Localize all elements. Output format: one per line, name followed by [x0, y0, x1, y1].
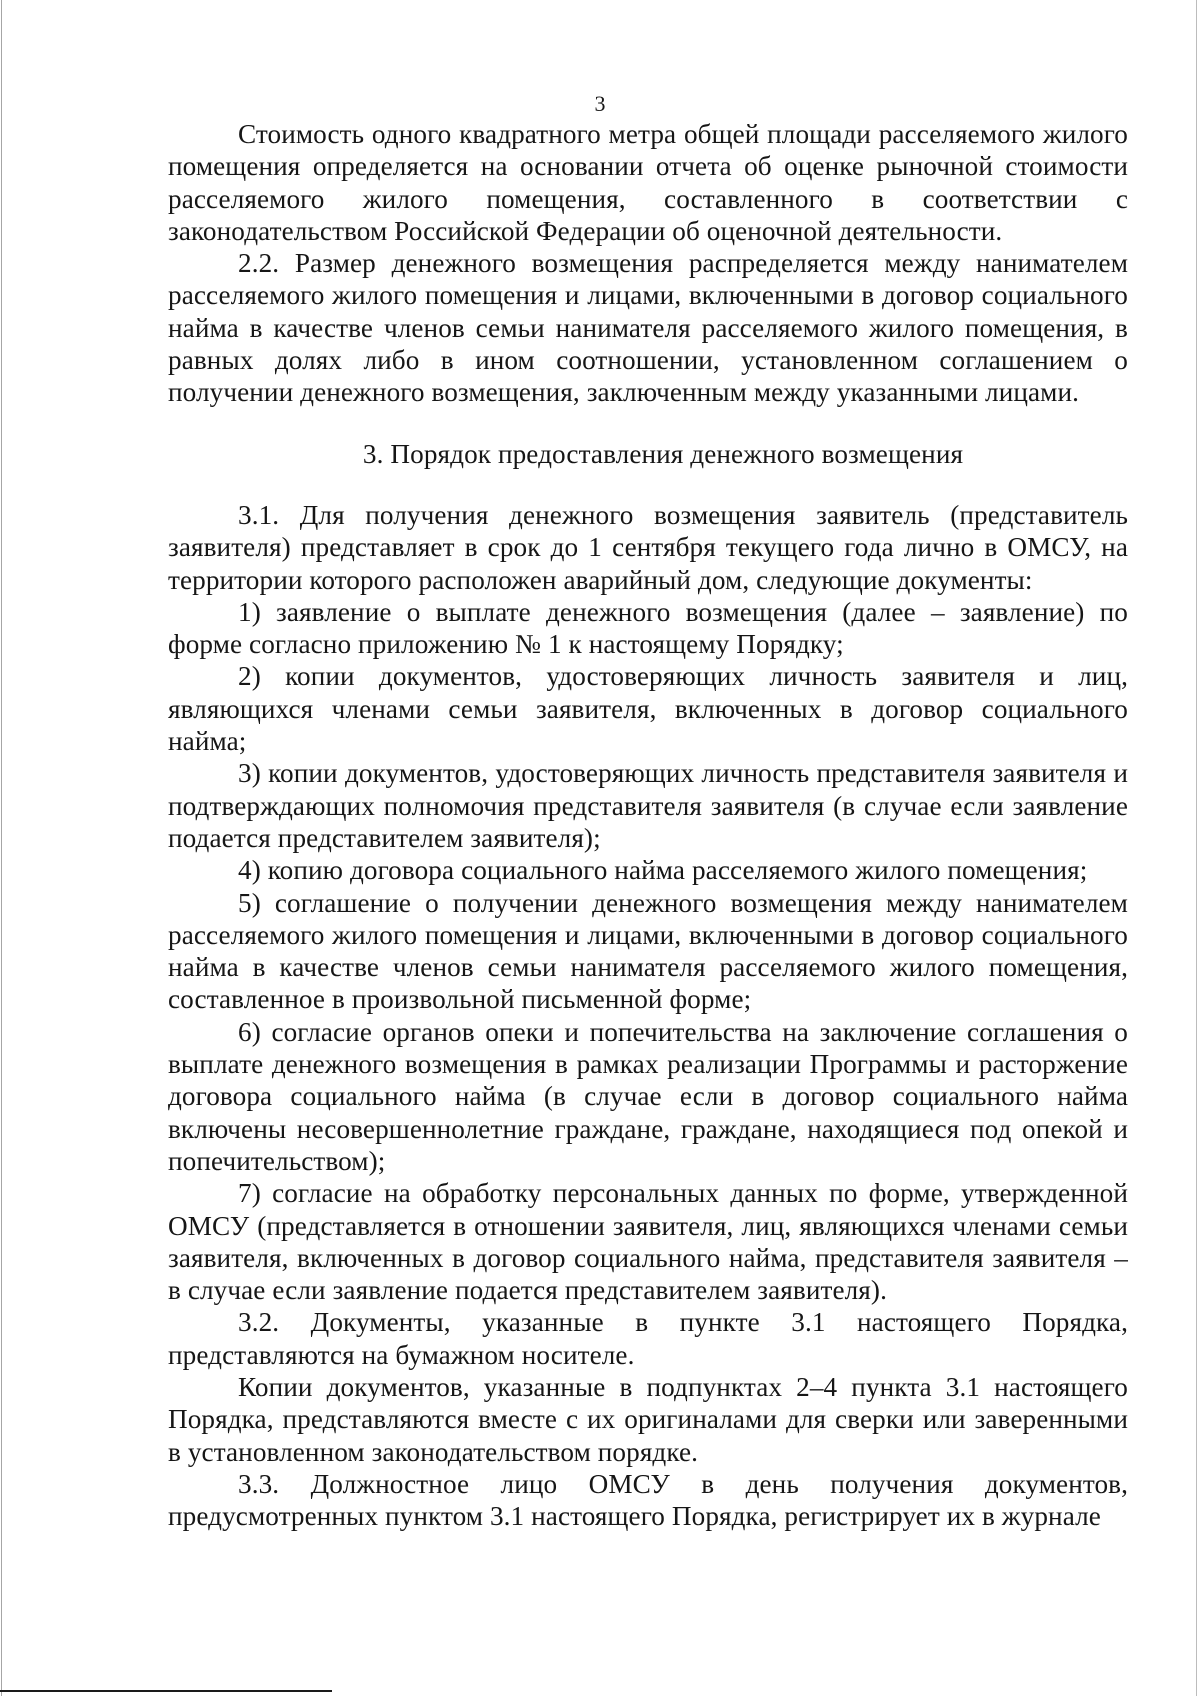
list-item-1: 1) заявление о выплате денежного возмещения (далее – заявление) по форме согласно приложению № 1 к настоящему Порядку; — [168, 596, 1128, 660]
list-item-2: 2) копии документов, удостоверяющих личность заявителя и лиц, являющихся членами семьи заявителя, включенных в договор социального найма; — [168, 661, 1128, 757]
section-heading-3: 3. Порядок предоставления денежного возмещения — [362, 438, 964, 469]
paragraph-copies-of-documents: Копии документов, указанные в подпунктах 2–4 пункта 3.1 настоящего Порядка, представляются вместе с их оригиналами для сверки или заверенными в установленном законодательством порядке. — [168, 1371, 1128, 1467]
list-item-6: 6) согласие органов опеки и попечительства на заключение соглашения о выплате денежного возмещения в рамках реализации Программы и расторжение договора социального найма (в случае если в договор социального найма включены несовершеннолетние граждане, граждане, находящиеся под опекой и попечительством); — [168, 1016, 1128, 1176]
scan-bottom-line — [0, 1690, 332, 1692]
paragraph-3-2: 3.2. Документы, указанные в пункте 3.1 настоящего Порядка, представляются на бумажном носителе. — [168, 1307, 1128, 1370]
paragraph-3-1: 3.1. Для получения денежного возмещения заявитель (представитель заявителя) представляет в срок до 1 сентября текущего года лично в ОМСУ, на территории которого расположен аварийный дом, следующие документы: — [168, 499, 1128, 595]
document-body — [168, 118, 1128, 1532]
list-item-4: 4) копию договора социального найма расселяемого жилого помещения; — [238, 855, 1088, 886]
list-item-7: 7) согласие на обработку персональных данных по форме, утвержденной ОМСУ (представляется в отношении заявителя, лиц, являющихся членами семьи заявителя, включенных в договор социального найма, представителя заявителя – в случае если заявление подается представителем заявителя). — [168, 1178, 1128, 1306]
list-item-5: 5) соглашение о получении денежного возмещения между нанимателем расселяемого жилого помещения и лицами, включенными в договор социального найма в качестве членов семьи нанимателя расселяемого жилого помещения, составленное в произвольной письменной форме; — [168, 887, 1128, 1015]
list-item-3: 3) копии документов, удостоверяющих личность представителя заявителя и подтверждающих полномочия представителя заявителя (в случае если заявление подается представителем заявителя); — [168, 758, 1128, 853]
scan-edge-right — [1196, 0, 1197, 1696]
paragraph-cost-per-square-meter: Стоимость одного квадратного метра общей площади расселяемого жилого помещения определяется на основании отчета об оценке рыночной стоимости расселяемого жилого помещения, составленного в соответствии с законодательством Российской Федерации об оценочной деятельности. — [168, 119, 1128, 246]
page-number: 3 — [594, 91, 606, 116]
paragraph-2-2: 2.2. Размер денежного возмещения распределяется между нанимателем расселяемого жилого помещения и лицами, включенными в договор социального найма в качестве членов семьи нанимателя расселяемого жилого помещения, в равных долях либо в ином соотношении, установленном соглашением о получении денежного возмещения, заключенным между указанными лицами. — [168, 248, 1128, 408]
scan-edge-left — [1, 0, 2, 1696]
paragraph-3-3: 3.3. Должностное лицо ОМСУ в день получения документов, предусмотренных пунктом 3.1 настоящего Порядка, регистрирует их в журнале — [168, 1468, 1128, 1532]
